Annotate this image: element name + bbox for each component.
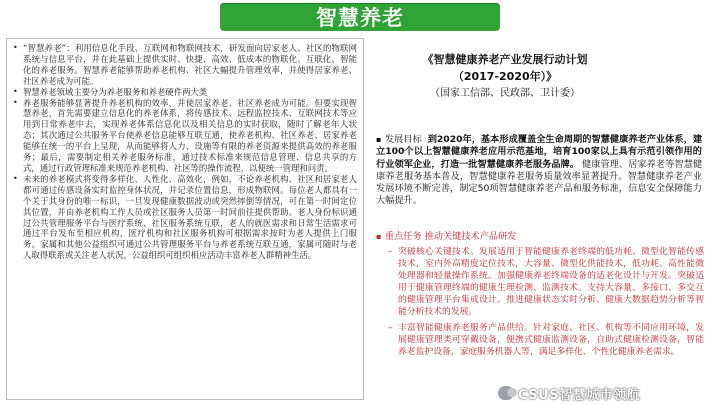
goal-bold-text: 到2020年，基本形成覆盖全生命周期的智慧健康养老产业体系，建立100个以上智慧健康养老应用示范基地，培育100家以上具有示范引领作用的行业领军企业，打造一批智慧健康养老服务品牌。 [376,134,703,170]
document-title [370,52,640,67]
goal-text: 健康管理、居家养老等智慧健康养老服务基本普及，智慧健康养老服务质量效率显著提升。智慧健康养老产业发展环境不断完善，制定50项智慧健康养老产品和服务标准，信息安全保障能力大幅提升。 [376,158,703,207]
document-title-main: 《智慧健康养老产业发展行动计划 [422,53,588,66]
task-list [388,246,704,362]
wechat-icon [498,386,514,400]
right-policy-panel [370,38,714,400]
bullet-icon: ▪ [376,135,382,144]
page-title: 智慧养老 [316,6,404,30]
goal-label: 发展目标 [384,134,422,145]
document-years: （2017-2020年）》 [452,70,558,83]
left-bullet-list [13,43,357,261]
document-issuer: （国家工信部、民政部、卫计委） [430,88,580,99]
task-heading-text: 重点任务 推动关键技术产品研发 [384,231,517,242]
left-text-panel [6,38,364,400]
task-item: – 丰富智能健康养老服务产品供给。针对家庭、社区、机构等不同应用环境，发展健康管理类可穿戴设备，便携式健康监测设备，自助式健康检测设备，智能养老监护设备，家庭服务机器人等，满足多样化、个性化健康养老需求。 [388,322,704,358]
list-item: • 养老服务能够显著提升养老机构的效率，并使居家养老、社区养老成为可能。但要实现智慧养老，首先需要建立信息化的养老体系，将传感技术、远程监控技术、互联网技术等应用到日常养老中去，实现养老体系信息化以及相关信息的实时获取，随时了解老年人状态；其次通过公共服务平台使养老信息能够互联互通，使养老机构、社区养老、居家养老能够在统一的平台上呈现，从而能够将人力、设施等有限的养老资源来提供高效的养老服务；最后，需要制定相关养老服务标准，通过技术标准来规范信息管理、信息共享的方式，通过行政管理标准来规范养老机构、社区等的操作流程，以便统一管理和问责。 [13,98,357,174]
task-item: – 突破核心关键技术。发展适用于智能健康养老终端的低功耗、微型化智能传感技术，室内外高精度定位技术，大容量、微型化供能技术，低功耗、高性能微处理器和轻量操作系统。加强健康养老终端设备的适老化设计与开发。突破适用于健康管理终端的健康生理检测、监测技术。支持大容量、多接口、多交互的健康管理平台集成设计。推进健康状态实时分析、健康大数据趋势分析等智能分析技术的发展。 [388,246,704,318]
watermark-text: CSUS智慧城市领航 [518,387,641,403]
key-task-heading [376,228,702,242]
list-item: • “智慧养老”：利用信息化手段、互联网和物联网技术，研发面向居家老人、社区的物联网系统与信息平台，并在此基础上提供实时、快捷、高效、低成本的物联化、互联化、智能化的养老服务。智慧养老能够帮助养老机构、社区大幅提升管理效率，并使得居家养老、社区养老成为可能。 [13,43,357,87]
title-bar [0,0,720,34]
list-item: • 未来的养老模式将变得多样化、人性化、高效化，例如，不论养老机构、社区和居家老人都可通过传感设备实时监控身体状况，并记录位置信息，形成物联网。每位老人都具有一个关于其身份的唯一标识，一旦发现健康数据波动或突然摔倒等情况，可在第一时间定位其位置，并由养老机构工作人员或社区服务人员第一时间前往提供帮助。老人身份标识通过公共管理服务平台与医疗系统、社区服务系统互联，老人的就医需求和日常生活需求可通过平台发布至相应机构，医疗机构和社区服务机构可根据需求按时为老人提供上门服务。家属和其他公益组织可通过公共管理服务平台与养老系统互联互通，家属可随时与老人取得联系或关注老人状况，公益组织可组织相应活动丰富养老人群精神生活。 [13,174,357,261]
bullet-icon: ▪ [376,232,382,241]
development-goal [376,134,702,208]
watermark [498,384,714,402]
list-item: • 智慧养老领域主要分为养老服务和养老硬件两大类 [13,87,357,98]
